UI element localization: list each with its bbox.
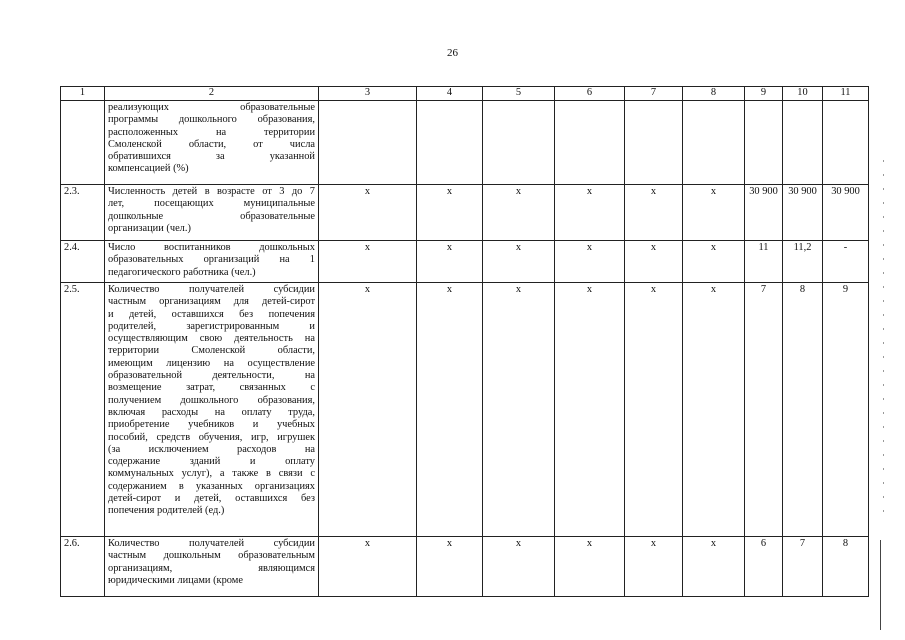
value-cell-col-10: 11,2	[783, 241, 823, 283]
description-line: организации (чел.)	[108, 222, 191, 234]
description-line: имеющим лицензию на осуществление	[108, 357, 315, 369]
value-cell-col-9: 30 900	[745, 185, 783, 241]
description-line: осуществляющим свою деятельность на	[108, 333, 315, 345]
header-cell-6: 6	[555, 87, 625, 101]
header-row	[61, 87, 869, 101]
value-cell-col-7: х	[625, 537, 683, 597]
value-cell-col-11: 9	[823, 283, 869, 537]
value-cell-col-4: х	[417, 537, 483, 597]
header-cell-4: 4	[417, 87, 483, 101]
value-cell-col-4: х	[417, 283, 483, 537]
description-line: Численность детей в возрасте от 3 до 7	[108, 186, 315, 197]
value-cell-col-7: х	[625, 241, 683, 283]
row-number	[61, 101, 105, 185]
description-line: лет, посещающих муниципальные	[108, 198, 315, 210]
value-cell-col-5: х	[483, 283, 555, 537]
value-cell-col-3: х	[319, 537, 417, 597]
indicator-description	[105, 185, 319, 241]
value-cell-col-8: х	[683, 241, 745, 283]
value-cell-col-5: х	[483, 185, 555, 241]
value-cell-col-6: х	[555, 241, 625, 283]
value-cell-col-11: 30 900	[823, 185, 869, 241]
value-cell-col-5	[483, 101, 555, 185]
description-line: коммунальных услуг), а также в связи с	[108, 468, 315, 480]
table-row	[61, 537, 869, 597]
description-line: пособий, средств обучения, игр, игрушек	[108, 431, 315, 443]
value-cell-col-11	[823, 101, 869, 185]
value-cell-col-9: 11	[745, 241, 783, 283]
margin-dots	[883, 160, 884, 520]
value-cell-col-4: х	[417, 241, 483, 283]
row-number: 2.4.	[61, 241, 105, 283]
description-line: образовательной деятельности, на	[108, 370, 315, 382]
value-cell-col-6	[555, 101, 625, 185]
table-row	[61, 101, 869, 185]
header-cell-2: 2	[105, 87, 319, 101]
value-cell-col-4	[417, 101, 483, 185]
table-row	[61, 283, 869, 537]
value-cell-col-3	[319, 101, 417, 185]
indicator-description	[105, 283, 319, 537]
description-line: обратившихся за указанной	[108, 151, 315, 163]
header-cell-10: 10	[783, 87, 823, 101]
description-line: Количество получателей субсидии	[108, 284, 315, 295]
value-cell-col-10: 8	[783, 283, 823, 537]
value-cell-col-8	[683, 101, 745, 185]
description-line: юридическими лицами (кроме	[108, 574, 243, 586]
description-line: родителей, зарегистрированным и	[108, 320, 315, 332]
value-cell-col-9: 6	[745, 537, 783, 597]
description-line: приобретение учебников и учебных	[108, 419, 315, 431]
value-cell-col-8: х	[683, 185, 745, 241]
value-cell-col-5: х	[483, 537, 555, 597]
header-cell-8: 8	[683, 87, 745, 101]
row-number: 2.5.	[61, 283, 105, 537]
header-cell-9: 9	[745, 87, 783, 101]
description-line: содержанием в указанных организациях	[108, 480, 315, 492]
value-cell-col-7: х	[625, 283, 683, 537]
value-cell-col-3: х	[319, 283, 417, 537]
value-cell-col-4: х	[417, 185, 483, 241]
value-cell-col-11: -	[823, 241, 869, 283]
description-line: возмещение затрат, связанных с	[108, 382, 315, 394]
value-cell-col-6: х	[555, 537, 625, 597]
value-cell-col-10	[783, 101, 823, 185]
row-number: 2.3.	[61, 185, 105, 241]
description-line: частным дошкольным образовательным	[108, 550, 315, 562]
description-line: и детей, оставшихся без попечения	[108, 308, 315, 320]
value-cell-col-9	[745, 101, 783, 185]
value-cell-col-3: х	[319, 185, 417, 241]
indicator-description	[105, 241, 319, 283]
description-line: Число воспитанников дошкольных	[108, 242, 315, 253]
value-cell-col-6: х	[555, 185, 625, 241]
description-line: компенсацией (%)	[108, 163, 189, 175]
description-line: содержание зданий и оплату	[108, 456, 315, 468]
value-cell-col-7: х	[625, 185, 683, 241]
description-line: реализующих образовательные	[108, 102, 315, 113]
header-cell-7: 7	[625, 87, 683, 101]
table-row	[61, 241, 869, 283]
value-cell-col-11: 8	[823, 537, 869, 597]
description-line: дошкольные образовательные	[108, 210, 315, 222]
value-cell-col-8: х	[683, 537, 745, 597]
value-cell-col-9: 7	[745, 283, 783, 537]
description-line: попечения родителей (ед.)	[108, 505, 225, 517]
value-cell-col-7	[625, 101, 683, 185]
header-cell-11: 11	[823, 87, 869, 101]
description-line: территории Смоленской области,	[108, 345, 315, 357]
value-cell-col-6: х	[555, 283, 625, 537]
row-number: 2.6.	[61, 537, 105, 597]
description-line: расположенных на территории	[108, 126, 315, 138]
header-cell-3: 3	[319, 87, 417, 101]
table-body	[61, 101, 869, 597]
description-line: детей-сирот и детей, оставшихся без	[108, 493, 315, 505]
description-line: педагогического работника (чел.)	[108, 266, 256, 278]
page-number: 26	[447, 47, 458, 59]
value-cell-col-3: х	[319, 241, 417, 283]
margin-line	[880, 540, 881, 630]
value-cell-col-5: х	[483, 241, 555, 283]
header-cell-5: 5	[483, 87, 555, 101]
indicators-table	[60, 86, 869, 597]
description-line: получением дошкольного образования,	[108, 394, 315, 406]
description-line: Количество получателей субсидии	[108, 538, 315, 549]
value-cell-col-10: 30 900	[783, 185, 823, 241]
indicator-description	[105, 537, 319, 597]
description-line: включая расходы на оплату труда,	[108, 406, 315, 418]
indicator-description	[105, 101, 319, 185]
description-line: программы дошкольного образования,	[108, 114, 315, 126]
value-cell-col-8: х	[683, 283, 745, 537]
description-line: Смоленской области, от числа	[108, 138, 315, 150]
description-line: организациям, являющимся	[108, 562, 315, 574]
description-line: частным организациям для детей-сирот	[108, 296, 315, 308]
description-line: (за исключением расходов на	[108, 443, 315, 455]
header-cell-1: 1	[61, 87, 105, 101]
value-cell-col-10: 7	[783, 537, 823, 597]
table-row	[61, 185, 869, 241]
description-line: образовательных организаций на 1	[108, 254, 315, 266]
